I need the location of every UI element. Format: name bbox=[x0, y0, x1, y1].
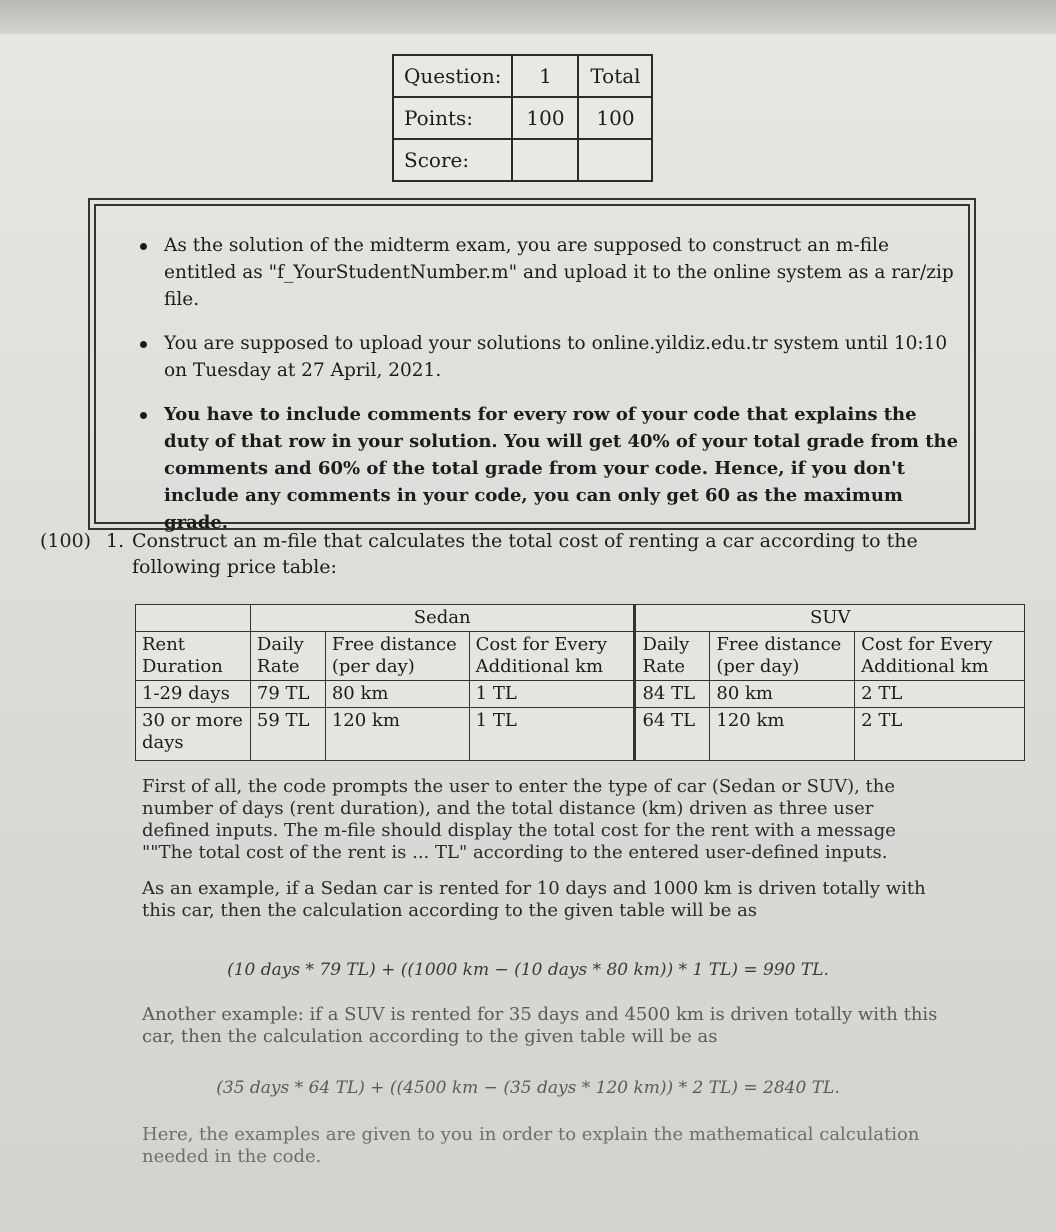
score-cell bbox=[578, 139, 652, 181]
score-cell: 1 bbox=[512, 55, 578, 97]
group-header-sedan: Sedan bbox=[250, 605, 635, 632]
column-header: Free distance (per day) bbox=[325, 632, 469, 681]
table-cell: 1 TL bbox=[469, 681, 635, 708]
table-cell: 2 TL bbox=[855, 708, 1025, 761]
score-cell bbox=[512, 139, 578, 181]
table-cell: 59 TL bbox=[250, 708, 325, 761]
paragraph-note: Here, the examples are given to you in order to explain the mathematical calculation needed in the code. bbox=[142, 1124, 920, 1167]
paragraph-inputs: First of all, the code prompts the user to enter the type of car (Sedan or SUV), the number of days (rent duration), and the total distance (km) driven as three user defined inputs. The m-file should display the total cost for the rent with a message ""The total cost of the rent is ... TL" according to the entered user-defined inputs. bbox=[142, 776, 896, 863]
score-table bbox=[392, 54, 653, 182]
instructions-list bbox=[140, 232, 960, 536]
question-text: Construct an m-file that calculates the total cost of renting a car according to the following price table: bbox=[132, 530, 918, 578]
table-cell: 79 TL bbox=[250, 681, 325, 708]
price-table bbox=[135, 604, 1025, 761]
top-cut-strip bbox=[0, 0, 1056, 35]
column-header: Cost for Every Additional km bbox=[855, 632, 1025, 681]
table-row bbox=[393, 139, 652, 181]
score-cell: 100 bbox=[512, 97, 578, 139]
score-cell: Points: bbox=[393, 97, 512, 139]
group-header-suv: SUV bbox=[635, 605, 1025, 632]
table-cell: 1-29 days bbox=[136, 681, 251, 708]
table-cell: 84 TL bbox=[635, 681, 710, 708]
table-row bbox=[393, 97, 652, 139]
table-row bbox=[136, 708, 1025, 761]
table-cell: 80 km bbox=[325, 681, 469, 708]
table-row bbox=[136, 681, 1025, 708]
table-cell: 120 km bbox=[710, 708, 855, 761]
instruction-text: You are supposed to upload your solutions to online.yildiz.edu.tr system until 10:10 on Tuesday at 27 April, 2021. bbox=[164, 333, 948, 381]
score-cell: Question: bbox=[393, 55, 512, 97]
score-cell: 100 bbox=[578, 97, 652, 139]
column-header: Rent Duration bbox=[136, 632, 251, 681]
table-cell: 80 km bbox=[710, 681, 855, 708]
instruction-text: As the solution of the midterm exam, you are supposed to construct an m-file entitled as "f_YourStudentNumber.m" and upload it to the online system as a rar/zip file. bbox=[164, 235, 954, 310]
table-cell: 30 or more days bbox=[136, 708, 251, 761]
column-header: Daily Rate bbox=[635, 632, 710, 681]
list-item bbox=[140, 330, 960, 384]
table-row bbox=[136, 605, 1025, 632]
column-header: Daily Rate bbox=[250, 632, 325, 681]
table-cell: 120 km bbox=[325, 708, 469, 761]
table-row bbox=[136, 632, 1025, 681]
bullet-icon bbox=[140, 412, 147, 419]
instructions-box bbox=[88, 198, 976, 533]
table-row bbox=[393, 55, 652, 97]
list-item bbox=[140, 232, 960, 313]
paragraph-example-2: Another example: if a SUV is rented for 35 days and 4500 km is driven totally with this car, then the calculation according to the given table will be as bbox=[142, 1004, 938, 1047]
score-cell: Total bbox=[578, 55, 652, 97]
instructions-inner-frame bbox=[94, 204, 970, 533]
bullet-icon bbox=[140, 341, 147, 348]
column-header: Cost for Every Additional km bbox=[469, 632, 635, 681]
bullet-icon bbox=[140, 243, 147, 250]
paragraph-example-1: As an example, if a Sedan car is rented for 10 days and 1000 km is driven totally with this car, then the calculation according to the given table will be as bbox=[142, 878, 926, 921]
table-cell: 1 TL bbox=[469, 708, 635, 761]
instruction-text: You have to include comments for every row of your code that explains the duty of that row in your solution. You will get 40% of your total grade from the comments and 60% of the total grade from your code. Hence, if you don't include any comments in your code, you can only get 60 as the maximum grade. bbox=[164, 404, 959, 533]
formula-example-1: (10 days * 79 TL) + ((1000 km − (10 days * 80 km)) * 1 TL) = 990 TL. bbox=[227, 960, 829, 980]
question-number: 1. bbox=[106, 530, 125, 552]
formula-example-2: (35 days * 64 TL) + ((4500 km − (35 days * 120 km)) * 2 TL) = 2840 TL. bbox=[216, 1078, 840, 1098]
table-cell: 64 TL bbox=[635, 708, 710, 761]
list-item bbox=[140, 401, 960, 536]
question-points: (100) bbox=[40, 530, 92, 552]
table-cell bbox=[136, 605, 251, 632]
table-cell: 2 TL bbox=[855, 681, 1025, 708]
column-header: Free distance (per day) bbox=[710, 632, 855, 681]
score-cell: Score: bbox=[393, 139, 512, 181]
